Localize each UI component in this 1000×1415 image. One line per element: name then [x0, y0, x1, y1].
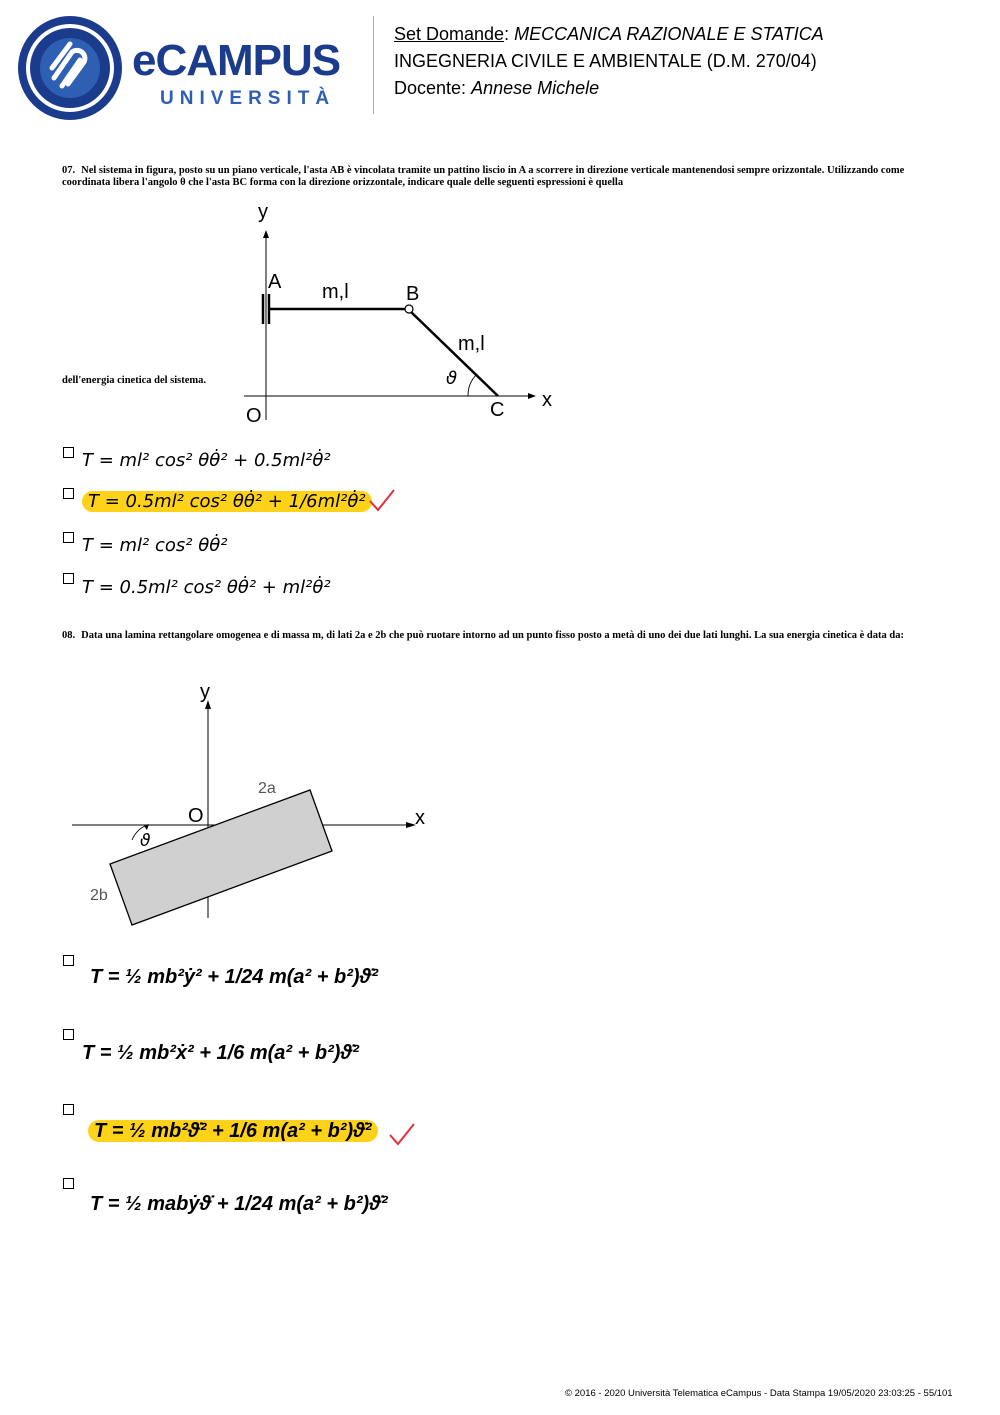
formula-text: T = ½ mb²ẋ² + 1/6 m(a² + b²)ϑ̇² [82, 1042, 359, 1064]
figure-07-diagram [236, 198, 566, 428]
formula-text: T = 0.5ml² cos² θθ̇² + ml²θ̇² [82, 577, 331, 598]
fig07-o-label: O [246, 405, 262, 427]
hinge-b [405, 305, 413, 313]
formula-text: T = ½ mb²ẏ² + 1/24 m(a² + b²)ϑ̇² [90, 966, 379, 988]
q07-option-3-checkbox[interactable] [63, 532, 74, 543]
q08-option-3-checkbox[interactable] [63, 1104, 74, 1115]
angle-arc [468, 375, 476, 396]
figure-08-diagram [60, 676, 440, 926]
q07-option-4-checkbox[interactable] [63, 573, 74, 584]
ecampus-seal-icon [14, 12, 134, 124]
fig07-bc-label: m,l [458, 333, 485, 355]
question-07-tail: dell'energia cinetica del sistema. [62, 375, 207, 386]
q07-option-2-checkbox[interactable] [63, 488, 74, 499]
header-course: Set Domande: MECCANICA RAZIONALE E STATICA [394, 24, 824, 44]
question-body: Data una lamina rettangolare omogenea e di massa m, di lati 2a e 2b che può ruotare intorno ad un punto fisso posto a metà di uno dei due lati lunghi. La sua energia cinetica è data da: [81, 630, 904, 641]
question-08-text [62, 630, 942, 642]
fig07-ab-label: m,l [322, 281, 349, 303]
fig08-x-label: x [415, 807, 425, 829]
formula-text: T = ml² cos² θθ̇² + 0.5ml²θ̇² [82, 450, 331, 471]
fig07-a-label: A [268, 271, 282, 293]
fig08-o-label: O [188, 805, 204, 827]
fig07-x-label: x [542, 389, 552, 411]
q08-option-1-checkbox[interactable] [63, 955, 74, 966]
question-07-text [62, 165, 942, 189]
fig07-y-label: y [258, 201, 268, 223]
q07-option-2-formula [82, 491, 372, 512]
formula-text: T = 0.5ml² cos² θθ̇² + 1/6ml²θ̇² [82, 491, 372, 512]
header-degree: INGEGNERIA CIVILE E AMBIENTALE (D.M. 270/04) [394, 51, 817, 71]
q07-option-1-formula [82, 450, 331, 471]
question-body: Nel sistema in figura, posto su un piano verticale, l'asta AB è vincolata tramite un pattino liscio in A a scorrere in direzione verticale mantenendosi sempre orizzontale. Utilizzando come coordinata libera l'angolo θ che l'asta BC forma con la direzione orizzontale, indicare quale delle seguenti espressioni è quella [62, 165, 905, 188]
q07-option-3-formula [82, 535, 227, 556]
question-number: 07. [62, 165, 76, 176]
fig08-angle-label: ϑ [140, 831, 151, 851]
fig08-y-label: y [200, 681, 210, 703]
q07-option-1-checkbox[interactable] [63, 447, 74, 458]
correct-check-icon [368, 488, 396, 514]
q08-option-4-checkbox[interactable] [63, 1178, 74, 1189]
teacher-name: Annese Michele [471, 78, 600, 98]
q08-option-1-formula [90, 966, 378, 989]
course-title: MECCANICA RAZIONALE E STATICA [514, 24, 824, 44]
logo-subtitle: UNIVERSITÀ [160, 88, 336, 109]
formula-text: T = ½ mabẏϑ̇ + 1/24 m(a² + b²)ϑ̇² [90, 1193, 388, 1215]
formula-text: T = ml² cos² θθ̇² [82, 535, 228, 556]
set-domande-label: Set Domande [394, 24, 505, 44]
page-footer: © 2016 - 2020 Università Telematica eCampus - Data Stampa 19/05/2020 23:03:25 - 55/101 [565, 1388, 953, 1399]
logo-wordmark: eCAMPUS [132, 36, 341, 85]
q08-option-2-checkbox[interactable] [63, 1029, 74, 1040]
x-axis-arrow [528, 393, 536, 399]
correct-check-icon [388, 1122, 416, 1148]
q08-option-4-formula [90, 1193, 388, 1216]
docente-label: Docente: [394, 78, 467, 98]
header-divider [373, 16, 374, 114]
fig07-b-label: B [406, 283, 420, 305]
y-axis-arrow [263, 230, 269, 238]
header-teacher [394, 78, 599, 99]
formula-text: T = ½ mb²ϑ̇² + 1/6 m(a² + b²)ϑ̇² [88, 1120, 378, 1142]
q08-option-2-formula [82, 1042, 359, 1065]
fig07-c-label: C [490, 399, 505, 421]
fig07-angle-label: ϑ [446, 368, 458, 389]
rectangular-lamina [110, 790, 332, 925]
q07-option-4-formula [82, 577, 331, 598]
fig08-2a-label: 2a [258, 780, 276, 797]
q08-option-3-formula [88, 1120, 378, 1143]
fig08-2b-label: 2b [90, 887, 108, 904]
question-number: 08. [62, 630, 76, 641]
